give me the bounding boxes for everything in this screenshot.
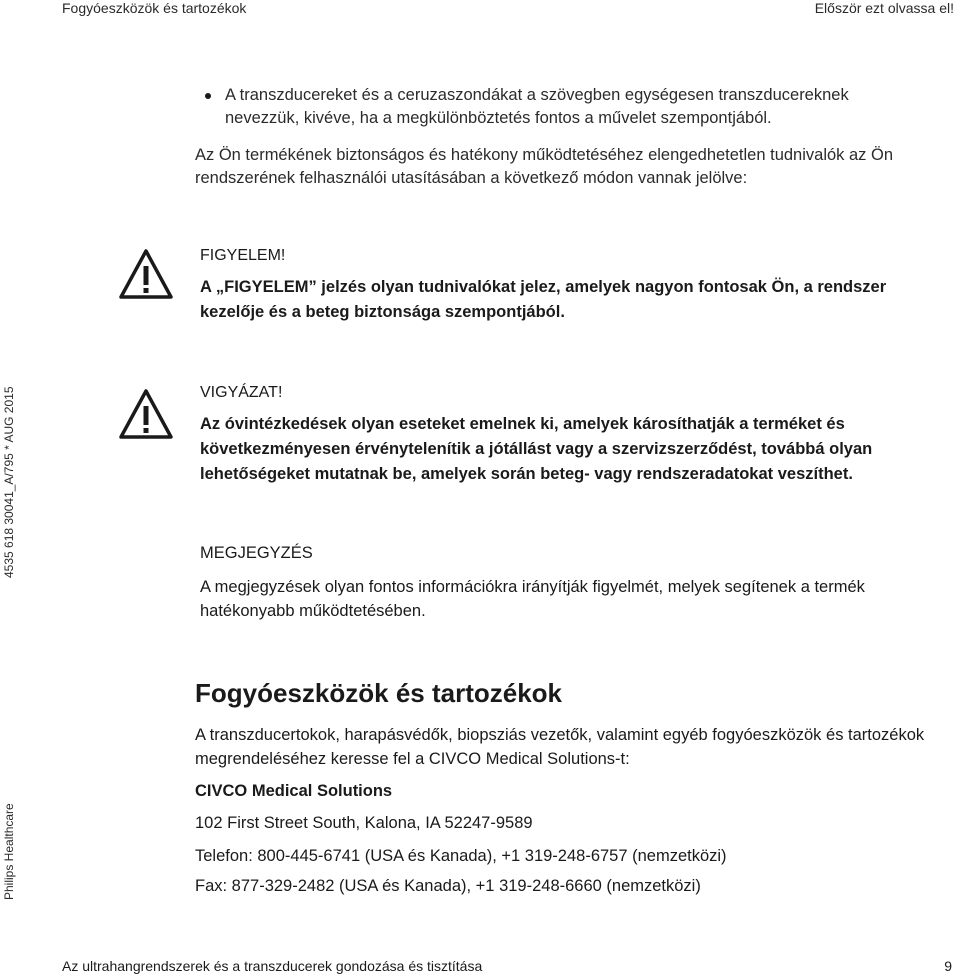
warning-triangle-icon bbox=[118, 246, 174, 302]
note-text: A megjegyzések olyan fontos információkra irányítják figyelmét, melyek segítenek a termék hatékonyabb működtetésében. bbox=[200, 578, 865, 620]
footer-title: Az ultrahangrendszerek és a transzducerek gondozása és tisztítása bbox=[62, 958, 483, 974]
bullet-text: A transzducereket és a ceruzaszondákat a szövegben egységesen transzducereknek nevezzük, kivéve, ha a megkülönböztetés fontos a művelet szempontjából. bbox=[225, 86, 849, 127]
running-header-title: Fogyóeszközök és tartozékok bbox=[62, 0, 247, 16]
note-title: MEGJEGYZÉS bbox=[200, 544, 313, 562]
sidebar-brand: Philips Healthcare bbox=[2, 803, 16, 900]
caution-title: VIGYÁZAT! bbox=[200, 384, 283, 401]
caution-triangle-icon bbox=[118, 386, 174, 442]
intro-paragraph: Az Ön termékének biztonságos és hatékony működtetéséhez elengedhetetlen tudnivalók az Ön rendszerének felhasználói utasításában a következő módon vannak jelölve: bbox=[195, 146, 894, 187]
caution-text: Az óvintézkedések olyan eseteket emelnek ki, amelyek károsíthatják a terméket és következményesen érvénytelenítik a jótállást vagy a szervizszerződést, továbbá olyan lehetőségeket mutatnak be, amelyek során beteg- vagy rendszeradatokat veszíthet. bbox=[200, 415, 873, 483]
sidebar-doc-code: 4535 618 30041_A/795 * AUG 2015 bbox=[2, 386, 16, 578]
page-number: 9 bbox=[944, 958, 952, 974]
company-address: 102 First Street South, Kalona, IA 52247-9589 bbox=[195, 814, 533, 832]
running-header-note: Először ezt olvassa el! bbox=[814, 0, 954, 16]
bullet-dot bbox=[205, 93, 211, 99]
section-intro: A transzducertokok, harapásvédők, biopsziás vezetők, valamint egyéb fogyóeszközök és tartozékok megrendeléséhez keresse fel a CIVCO Medical Solutions-t: bbox=[195, 726, 925, 768]
section-heading: Fogyóeszközök és tartozékok bbox=[195, 678, 562, 708]
warning-title: FIGYELEM! bbox=[200, 247, 286, 264]
warning-text: A „FIGYELEM” jelzés olyan tudnivalókat jelez, amelyek nagyon fontosak Ön, a rendszer kezelője és a beteg biztonsága szempontjából. bbox=[200, 278, 887, 321]
company-name: CIVCO Medical Solutions bbox=[195, 782, 393, 800]
company-fax: Fax: 877-329-2482 (USA és Kanada), +1 319-248-6660 (nemzetközi) bbox=[195, 877, 701, 895]
company-phone: Telefon: 800-445-6741 (USA és Kanada), +1 319-248-6757 (nemzetközi) bbox=[195, 847, 727, 865]
